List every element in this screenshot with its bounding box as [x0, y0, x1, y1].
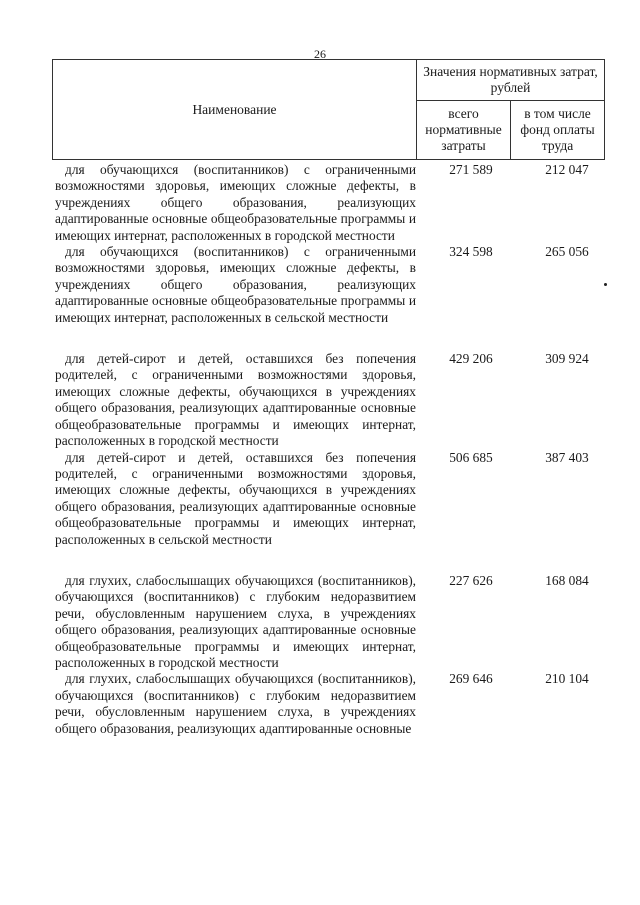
- table-row: [55, 244, 615, 326]
- row-payroll: 212 047: [545, 162, 589, 177]
- row-total: 227 626: [449, 572, 493, 588]
- row-total: 506 685: [449, 449, 493, 465]
- table-row: [55, 162, 615, 244]
- row-payroll: 265 056: [545, 244, 589, 260]
- row-name: для детей-сирот и детей, оставшихся без попечения родителей, с ограниченными возможностями здоровья, имеющих сложные дефекты, обучающихся в учреждениях общего образования, реализующих адаптированные основные общеобразовательные программы и имеющих интернат, расположенных в городской местности: [55, 351, 416, 449]
- table-row: [55, 671, 615, 737]
- row-total: 269 646: [449, 671, 493, 687]
- header-col-total: всего нормативные затраты: [417, 101, 511, 160]
- row-payroll: 309 924: [545, 351, 589, 367]
- row-payroll: 210 104: [545, 671, 589, 687]
- row-total: 324 598: [449, 244, 493, 260]
- header-values-title: Значения нормативных затрат, рублей: [417, 60, 605, 101]
- row-name: для обучающихся (воспитанников) с ограниченными возможностями здоровья, имеющих сложные дефекты, в учреждениях общего образования, реализующих адаптированные основные общеобразовательные программы и имеющих интернат, расположенных в городской местности: [55, 162, 416, 243]
- table-body: [55, 162, 615, 737]
- row-name: для глухих, слабослышащих обучающихся (воспитанников), обучающихся (воспитанников) с глубоким недоразвитием речи, обусловленным нарушением слуха, в учреждениях общего образования, реализующих адаптированные основные общеобразовательные программы и имеющих интернат, расположенных в городской местности: [55, 572, 416, 670]
- row-name: для обучающихся (воспитанников) с ограниченными возможностями здоровья, имеющих сложные дефекты, в учреждениях общего образования, реализующих адаптированные основные общеобразовательные программы и имеющих интернат, расположенных в сельской местности: [55, 244, 416, 325]
- row-payroll: 387 403: [545, 449, 589, 465]
- row-name: для глухих, слабослышащих обучающихся (воспитанников), обучающихся (воспитанников) с глубоким недоразвитием речи, обусловленным нарушением слуха, в учреждениях общего образования, реализующих адаптированные основные: [55, 671, 416, 736]
- row-total: 429 206: [449, 351, 493, 367]
- header-name: Наименование: [53, 60, 417, 160]
- table-row: [55, 351, 615, 449]
- row-total: 271 589: [449, 162, 493, 177]
- page-number: 26: [314, 47, 326, 61]
- table-row: [55, 450, 615, 548]
- table-row: [55, 573, 615, 671]
- header-col-payroll: в том числе фонд оплаты труда: [511, 101, 605, 160]
- row-name: для детей-сирот и детей, оставшихся без попечения родителей, с ограниченными возможностями здоровья, имеющих сложные дефекты, обучающихся в учреждениях общего образования, реализующих адаптированные основные общеобразовательные программы и имеющих интернат, расположенных в сельской местности: [55, 449, 416, 547]
- table-header: [52, 59, 605, 160]
- scan-speck-mark: [604, 283, 607, 286]
- row-payroll: 168 084: [545, 572, 589, 588]
